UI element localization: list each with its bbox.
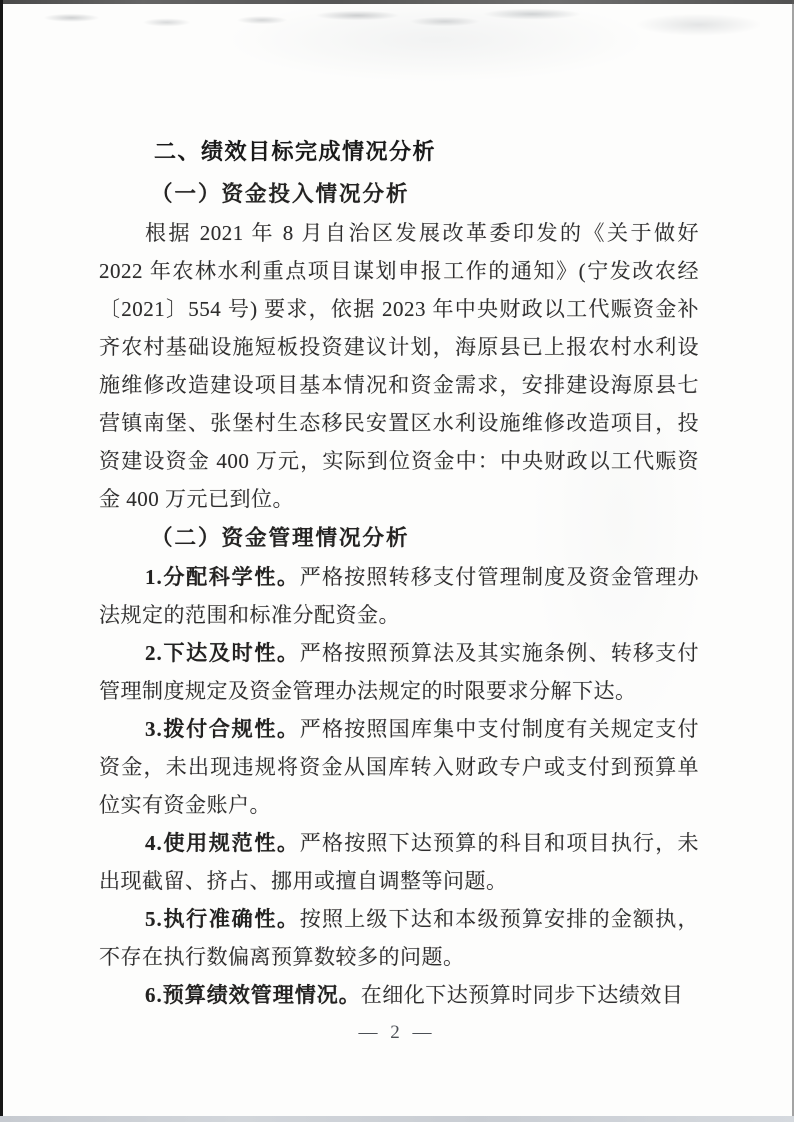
list-item-label: 2.下达及时性。	[145, 641, 300, 665]
list-item-usage	[99, 824, 699, 900]
list-item-performance-mgmt	[99, 976, 699, 1014]
list-item-accuracy	[99, 900, 699, 976]
subsection-1-title: （一）资金投入情况分析	[151, 182, 410, 206]
list-item-text: 严格按照转移支付管理制度及资金管理办法规定的范围和标准分配资金。	[99, 565, 699, 627]
scan-artifact-top-noise	[0, 4, 794, 50]
list-item-compliance	[99, 710, 699, 824]
list-item-label: 3.拨付合规性。	[145, 717, 300, 741]
list-item-allocation	[99, 558, 699, 634]
list-item-timeliness	[99, 634, 699, 710]
list-item-label: 1.分配科学性。	[145, 565, 300, 589]
list-item-text: 在细化下达预算时同步下达绩效目	[360, 983, 684, 1007]
list-item-label: 6.预算绩效管理情况。	[145, 983, 361, 1007]
list-item-text: 严格按照国库集中支付制度有关规定支付资金，未出现违规将资金从国库转入财政专户或支付到预算单位实有资金账户。	[99, 717, 699, 817]
page-number: — 2 —	[358, 1022, 436, 1043]
scan-artifact-left-edge	[0, 0, 3, 1122]
scan-artifact-bottom-edge	[0, 1116, 794, 1122]
paragraph-funding-input: 根据 2021 年 8 月自治区发展改革委印发的《关于做好 2022 年农林水利重点项目谋划申报工作的通知》(宁发改农经〔2021〕554 号) 要求，依据 2023 年中央财政以工代赈资金补齐农村基础设施短板投资建议计划，海原县已上报农村水利设施维修改造建设项目基本情况和资金需求，安排建设海原县七营镇南堡、张堡村生态移民安置区水利设施维修改造项目，投资建设资金 400 万元，实际到位资金中：中央财政以工代赈资金 400 万元已到位。	[99, 221, 699, 511]
list-item-label: 4.使用规范性。	[145, 831, 300, 855]
section-heading: 二、绩效目标完成情况分析	[154, 139, 437, 164]
document-body	[99, 130, 699, 1014]
list-item-label: 5.执行准确性。	[145, 907, 300, 931]
list-item-text: 严格按照预算法及其实施条例、转移支付管理制度规定及资金管理办法规定的时限要求分解下达。	[99, 641, 699, 703]
subsection-2-title: （二）资金管理情况分析	[151, 526, 410, 550]
list-item-text: 严格按照下达预算的科目和项目执行，未出现截留、挤占、挪用或擅自调整等问题。	[99, 831, 699, 893]
list-item-text: 按照上级下达和本级预算安排的金额执，不存在执行数偏离预算数较多的问题。	[99, 907, 699, 969]
